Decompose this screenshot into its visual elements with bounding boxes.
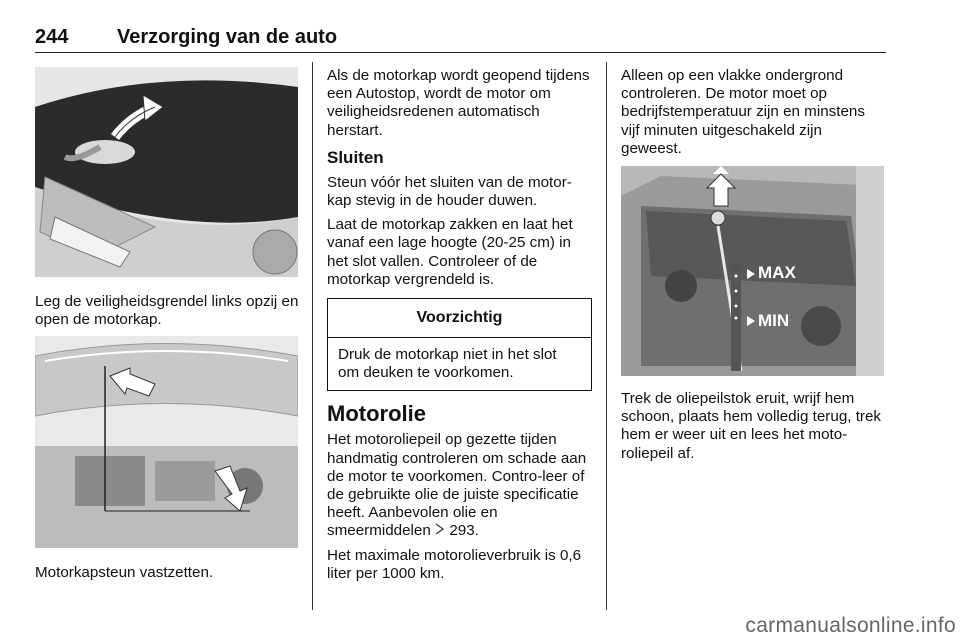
dipstick-max-label: MAX (758, 263, 796, 282)
hood-release-illustration (35, 67, 298, 277)
page-reference-arrow-icon (435, 522, 445, 540)
column-divider (606, 62, 607, 610)
page-title: Verzorging van de auto (117, 26, 338, 48)
caption-hood-release: Leg de veiligheidsgrendel links opzij en open de motorkap. (35, 293, 299, 329)
paragraph-oil-check (327, 431, 592, 540)
page-header (35, 26, 886, 53)
paragraph-read-dipstick: Trek de oliepeilstok eruit, wrijf hem schoon, plaats hem volledig terug, trek hem er weer uit en lees het moto-roliepeil af. (621, 390, 882, 462)
paragraph-close-hood: Laat de motorkap zakken en laat het vanaf een lage hoogte (20-25 cm) in het slot vallen. Controleer of de motorkap vergrendeld is. (327, 216, 573, 288)
paragraph-autostop: Als de motorkap wordt geopend tijdens een Autostop, wordt de motor om veiligheidsredenen automatisch herstart. (327, 67, 590, 139)
page-number: 244 (35, 26, 69, 48)
paragraph-oil-consumption: Het maximale motorolieverbruik is 0,6 liter per 1000 km. (327, 546, 582, 582)
caution-title: Voorzichtig (328, 299, 591, 338)
caption-hood-support: Motorkapsteun vastzetten. (35, 564, 214, 581)
hood-support-illustration (35, 336, 298, 548)
dipstick-illustration (621, 166, 884, 376)
caution-box (327, 298, 592, 391)
paragraph-support-push: Steun vóór het sluiten van de motor-kap stevig in de houder duwen. (327, 173, 572, 210)
page-reference-link[interactable]: 293. (449, 522, 479, 540)
paragraph-flat-ground: Alleen op een vlakke ondergrond controleren. De motor moet op bedrijfstemperatuur zijn en minstens vijf minuten uitgeschakeld zijn geweest. (621, 67, 865, 157)
watermark: carmanualsonline.info (745, 614, 956, 637)
paragraph-oil-check-text: Het motoroliepeil op gezette tijden handmatig controleren om schade aan de motor te voorkomen. Contro-leer of de gebruikte olie de juiste specificatie heeft. Aanbevolen olie en smeermiddelen (327, 431, 587, 540)
column-divider (312, 62, 313, 610)
heading-close: Sluiten (327, 147, 384, 167)
caution-text: Druk de motorkap niet in het slot om deuken te voorkomen. (338, 346, 557, 382)
dipstick-min-label: MIN (758, 311, 790, 330)
heading-engine-oil: Motorolie (327, 401, 426, 427)
